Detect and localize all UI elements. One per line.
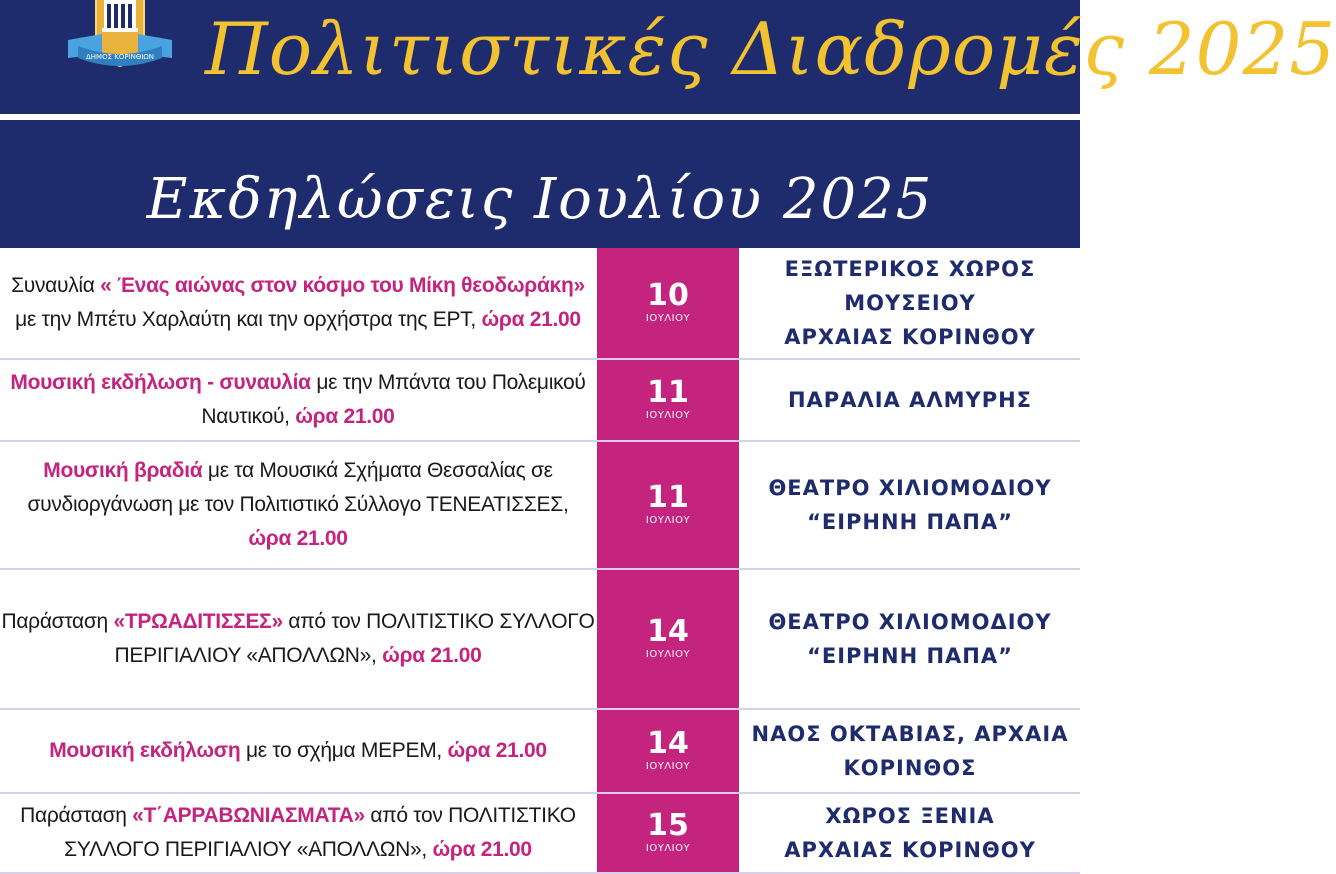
event-row [0,360,1080,442]
event-venue [740,442,1080,568]
event-text: από τον ΠΟΛΙΤΙΣΤΙΚΟ ΣΥΛΛΟΓΟ [282,610,595,633]
event-text: ΣΥΛΛΟΓΟ ΠΕΡΙΓΙΑΛΙΟΥ «ΑΠΟΛΛΩΝ», [64,838,433,861]
event-day: 14 [647,726,689,761]
event-venue [740,360,1080,440]
event-highlight-text: «Τ΄ΑΡΡΑΒΩΝΙΑΣΜΑΤΑ» [132,804,365,827]
event-description [0,360,596,440]
event-text: Συναυλία [11,274,101,297]
event-text: συνδιοργάνωση με τον Πολιτιστικό Σύλλογο ΤΕΝΕΑΤΙΣΣΕΣ, [27,493,569,516]
event-venue [740,710,1080,792]
event-highlight-text: Μουσική βραδιά [43,459,203,482]
event-date [597,570,739,708]
event-day: 14 [647,614,689,649]
event-date [597,442,739,568]
event-description [0,570,596,708]
event-venue-line: “ΕΙΡΗΝΗ ΠΑΠΑ” [807,644,1013,668]
event-highlight-text: ώρα 21.00 [382,644,482,667]
event-venue-line: ΕΞΩΤΕΡΙΚΟΣ ΧΩΡΟΣ ΜΟΥΣΕΙΟΥ [784,257,1036,315]
event-month: ΙΟΥΛΙΟΥ [645,313,691,324]
event-description [0,794,596,872]
event-highlight-text: Μουσική εκδήλωση [49,739,241,762]
event-highlight-text: ώρα 21.00 [248,527,348,550]
event-row [0,442,1080,570]
event-text: με τα Μουσικά Σχήματα Θεσσαλίας σε [202,459,553,482]
main-title: Πολιτιστικές Διαδρομές 2025 [205,7,1336,91]
event-text: με την Μπάντα του Πολεμικού [310,371,586,394]
event-day: 10 [647,278,689,313]
event-highlight-text: Μουσική εκδήλωση - συναυλία [10,371,311,394]
event-text: Παράσταση [1,610,114,633]
event-text: ΠΕΡΙΓΙΑΛΙΟΥ «ΑΠΟΛΛΩΝ», [114,644,383,667]
header-banner [0,0,1336,248]
event-day: 15 [647,808,689,843]
event-venue-line: ΑΡΧΑΙΑΣ ΚΟΡΙΝΘΟΥ [784,838,1036,862]
event-text: από τον ΠΟΛΙΤΙΣΤΙΚΟ [364,804,576,827]
event-highlight-text: ώρα 21.00 [295,405,395,428]
event-highlight-text: ώρα 21.00 [447,739,547,762]
event-highlight-text: «ΤΡΩΑΔΙΤΙΣΣΕΣ» [113,610,283,633]
event-text: Παράσταση [20,804,133,827]
event-venue-line: ΧΩΡΟΣ ΞΕΝΙΑ [825,804,995,828]
event-venue [740,248,1080,358]
event-month: ΙΟΥΛΙΟΥ [645,761,691,772]
event-venue [740,570,1080,708]
event-venue-line: ΘΕΑΤΡΟ ΧΙΛΙΟΜΟΔΙΟΥ [768,610,1052,634]
event-date [597,710,739,792]
event-month: ΙΟΥΛΙΟΥ [645,410,691,421]
event-row [0,710,1080,794]
event-month: ΙΟΥΛΙΟΥ [645,515,691,526]
event-highlight-text: ώρα 21.00 [481,308,581,331]
event-text: Ναυτικού, [201,405,296,428]
event-day: 11 [647,375,689,410]
event-venue-line: ΠΑΡΑΛΙΑ ΑΛΜΥΡΗΣ [787,388,1033,412]
event-row [0,794,1080,874]
event-highlight-text: « Ένας αιώνας στον κόσμο του Μίκη θεοδωράκη» [100,274,585,297]
event-text: με το σχήμα ΜΕΡΕΜ, [240,739,448,762]
banner-divider [0,114,1080,120]
svg-text:ΔΗΜΟΣ ΚΟΡΙΝΘΙΩΝ: ΔΗΜΟΣ ΚΟΡΙΝΘΙΩΝ [85,53,155,61]
event-venue-line: ΝΑΟΣ ΟΚΤΑΒΙΑΣ, ΑΡΧΑΙΑ [751,722,1069,746]
event-description [0,710,596,792]
event-venue-line: ΚΟΡΙΝΘΟΣ [843,756,977,780]
event-month: ΙΟΥΛΙΟΥ [645,843,691,854]
event-row [0,570,1080,710]
event-venue-line: ΑΡΧΑΙΑΣ ΚΟΡΙΝΘΟΥ [784,325,1036,349]
event-text: με την Μπέτυ Χαρλαύτη και την ορχήστρα της ΕΡΤ, [15,308,482,331]
event-day: 11 [647,480,689,515]
event-venue-line: ΘΕΑΤΡΟ ΧΙΛΙΟΜΟΔΙΟΥ [768,476,1052,500]
event-date [597,248,739,358]
event-venue [740,794,1080,872]
event-date [597,360,739,440]
event-month: ΙΟΥΛΙΟΥ [645,649,691,660]
municipality-logo [50,0,190,76]
event-row [0,248,1080,360]
event-description [0,442,596,568]
event-highlight-text: ώρα 21.00 [432,838,532,861]
event-date [597,794,739,872]
event-venue-line: “ΕΙΡΗΝΗ ΠΑΠΑ” [807,510,1013,534]
month-subtitle: Εκδηλώσεις Ιουλίου 2025 [146,167,934,232]
event-description [0,248,596,358]
